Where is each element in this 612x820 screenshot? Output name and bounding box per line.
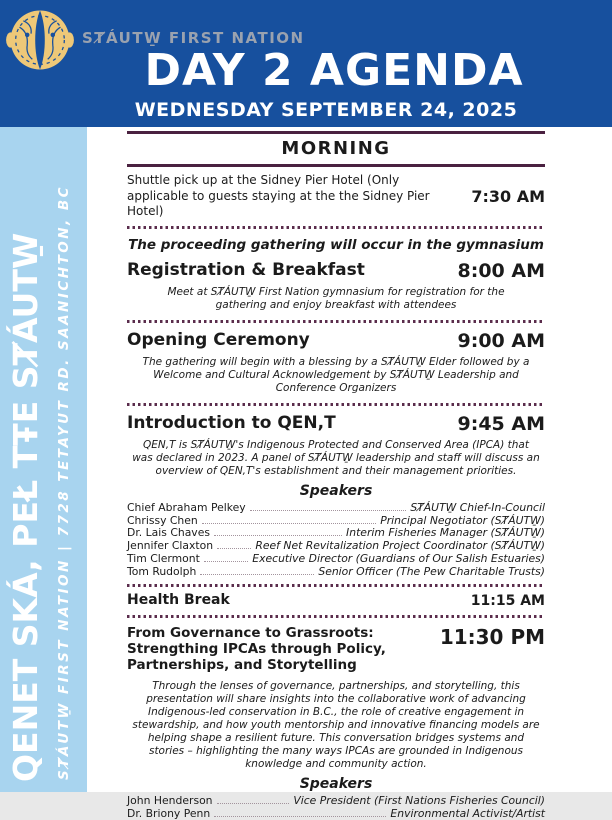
speaker-name: Tom Rudolph bbox=[127, 564, 197, 578]
speaker-role: Principal Negotiator (SȾÁUTW̱) bbox=[380, 513, 545, 527]
speaker-role: Vice President (First Nations Fisheries Council) bbox=[293, 793, 545, 807]
governance-time: 11:30 PM bbox=[439, 625, 545, 650]
speaker-name: John Henderson bbox=[127, 793, 213, 807]
speaker-row bbox=[127, 566, 545, 579]
shuttle-text: Shuttle pick up at the Sidney Pier Hotel (Only applicable to guests staying at the the Sidney Pier Hotel) bbox=[127, 173, 430, 219]
leader-dots bbox=[214, 535, 342, 536]
speakers-heading: Speakers bbox=[299, 775, 373, 792]
agenda-item-introduction-qent bbox=[127, 413, 545, 435]
leader-dots bbox=[200, 574, 314, 575]
dotted-divider bbox=[127, 403, 545, 406]
shuttle-time: 7:30 AM bbox=[471, 186, 545, 206]
speaker-name: Dr. Briony Penn bbox=[127, 806, 211, 820]
speaker-row bbox=[127, 808, 545, 820]
health-break-time: 11:15 AM bbox=[470, 592, 545, 609]
leader-dots bbox=[250, 510, 407, 511]
dotted-divider bbox=[127, 584, 545, 587]
registration-title: Registration & Breakfast bbox=[127, 259, 365, 280]
leader-dots bbox=[202, 523, 376, 524]
leader-dots bbox=[217, 548, 251, 549]
registration-description: Meet at SȾÁUTW̱ First Nation gymnasium for registration for the gathering and enjoy breakfast with attendees bbox=[167, 285, 505, 311]
introduction-time: 9:45 AM bbox=[457, 412, 545, 435]
leader-dots bbox=[204, 561, 248, 562]
opening-description: The gathering will begin with a blessing by a SȾÁUTW̱ Elder followed by a Welcome and Cultural Acknowledgement by SȾÁUTW̱ Leadership and Conference Organizers bbox=[142, 355, 530, 394]
agenda-item-shuttle bbox=[127, 173, 545, 220]
gym-note: The proceeding gathering will occur in the gymnasium bbox=[128, 236, 544, 253]
speaker-row bbox=[127, 795, 545, 808]
agenda-item-registration bbox=[127, 260, 545, 282]
agenda-item-opening-ceremony bbox=[127, 330, 545, 352]
date-banner: WEDNESDAY SEPTEMBER 24, 2025 bbox=[134, 99, 518, 121]
agenda-content bbox=[127, 131, 545, 820]
leader-dots bbox=[214, 816, 386, 817]
speaker-name: Chief Abraham Pelkey bbox=[127, 500, 246, 514]
registration-time: 8:00 AM bbox=[457, 259, 545, 282]
dotted-divider bbox=[127, 615, 545, 618]
governance-title: From Governance to Grassroots: Strengthing IPCAs through Policy, Partnerships, and Storytelling bbox=[127, 625, 386, 674]
speaker-name: Dr. Lais Chaves bbox=[127, 526, 210, 540]
speaker-name: Chrissy Chen bbox=[127, 513, 198, 527]
introduction-title: Introduction to QEN,T bbox=[127, 412, 336, 433]
agenda-item-health-break bbox=[127, 592, 545, 609]
speaker-row bbox=[127, 553, 545, 566]
dotted-divider bbox=[127, 226, 545, 229]
speaker-role: Reef Net Revitalization Project Coordinator (SȾÁUTW̱) bbox=[255, 539, 545, 553]
left-sidebar bbox=[0, 127, 87, 792]
speaker-role: Interim Fisheries Manager (SȾÁUTW̱) bbox=[346, 526, 545, 540]
sidebar-title-vertical: QENET SKÁ, PEŁ TŦE SȾÁUTW̱ bbox=[6, 232, 45, 782]
speaker-name: Tim Clermont bbox=[127, 551, 200, 565]
speakers-heading: Speakers bbox=[299, 482, 373, 499]
speaker-row bbox=[127, 540, 545, 553]
agenda-item-governance bbox=[127, 625, 545, 674]
page-title: DAY 2 AGENDA bbox=[144, 45, 524, 96]
opening-title: Opening Ceremony bbox=[127, 329, 310, 350]
speaker-role: Environmental Activist/Artist bbox=[390, 806, 545, 820]
speaker-row bbox=[127, 502, 545, 515]
speaker-role: SȾÁUTW̱ Chief-In-Council bbox=[410, 500, 545, 514]
brand-text: SȾÁUTW̱ FIRST NATION bbox=[82, 29, 305, 47]
governance-description: Through the lenses of governance, partnerships, and storytelling, this presentation will share insights into the collaborative work of advancing Indigenous-led conservation in B.C., the role of creative engagement in stewardship, and how youth mentorship and innovative financing models are helping shape a resilient future. This conversation bridges systems and stories – highlighting the many ways IPCAs are grounded in Indigenous knowledge and community action. bbox=[132, 679, 540, 770]
page-header bbox=[0, 0, 612, 127]
introduction-description: QEN,T is SȾÁUTW̱'s Indigenous Protected and Conserved Area (IPCA) that was declared in 2023. A panel of SȾÁUTW̱ leadership and staff will discuss an overview of QEN,T's establishment and their management priorities. bbox=[132, 438, 540, 477]
section-morning-label: MORNING bbox=[281, 138, 391, 159]
dotted-divider bbox=[127, 320, 545, 323]
speaker-role: Senior Officer (The Pew Charitable Trusts) bbox=[318, 564, 545, 578]
leader-dots bbox=[217, 803, 290, 804]
speaker-name: Jennifer Claxton bbox=[127, 539, 214, 553]
sidebar-subtitle-vertical: SȾÁUTW̱ FIRST NATION | 7728 TETAYUT RD. SAANICHTON, BC bbox=[56, 184, 72, 780]
opening-time: 9:00 AM bbox=[457, 329, 545, 352]
section-morning bbox=[127, 131, 545, 167]
speaker-role: Executive Director (Guardians of Our Salish Estuaries) bbox=[252, 551, 545, 565]
health-break-title: Health Break bbox=[127, 592, 230, 609]
